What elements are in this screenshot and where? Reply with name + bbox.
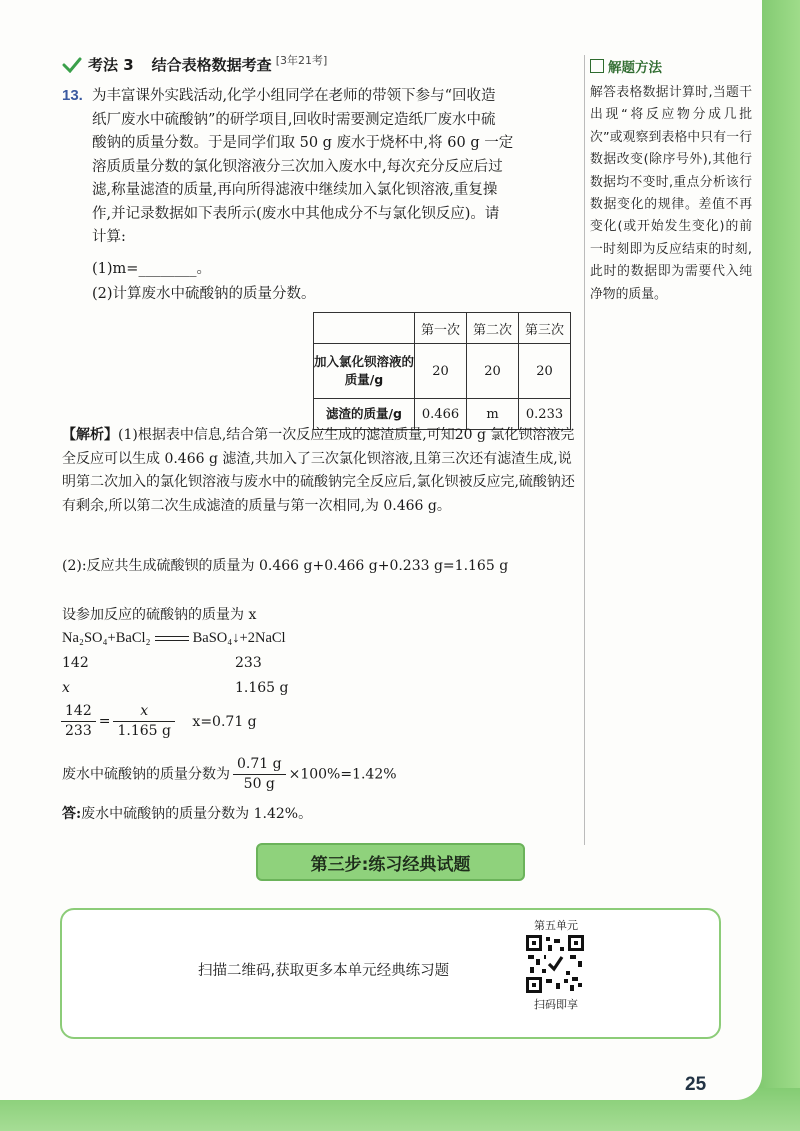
- heading-title: 结合表格数据考查: [151, 56, 272, 74]
- solution-part1: [62, 424, 580, 518]
- table-cell: m: [467, 399, 519, 430]
- set-x-line: 设参加反应的硫酸钠的质量为 x: [62, 607, 257, 623]
- mass-value: 1.165 g: [235, 680, 289, 696]
- answer-line: [62, 803, 312, 823]
- equation-left: Na₂SO₄+BaCl₂: [62, 630, 151, 646]
- answer-tag: 答:: [62, 806, 82, 822]
- question-text: [92, 85, 580, 250]
- qr-box-text: 扫描二维码,获取更多本单元经典练习题: [198, 963, 450, 979]
- variable-x: x: [62, 680, 70, 696]
- answer-text: 废水中硫酸钠的质量分数为 1.42%。: [81, 806, 313, 822]
- sidebar-divider: [584, 55, 585, 845]
- question-part2: (2)计算废水中硫酸钠的质量分数。: [92, 286, 316, 302]
- question-line: 溶质质量分数的氯化钡溶液分三次加入废水中,每次充分反应后过: [92, 158, 503, 175]
- step-banner: 第三步:练习经典试题: [256, 843, 525, 881]
- qr-code-icon[interactable]: [526, 935, 584, 993]
- equation-right: BaSO₄↓+2NaCl: [192, 630, 286, 646]
- question-number: 13.: [62, 87, 83, 104]
- question-line: 作,并记录数据如下表所示(废水中其他成分不与氯化钡反应)。请: [92, 205, 500, 222]
- table-row: [314, 344, 571, 399]
- table-header-row: [314, 313, 571, 344]
- ratio-equation: $\frac{142}{233}$ = $\frac{x}{1.165 g}$ x=0.71 g: [58, 702, 257, 741]
- book-icon: [590, 59, 604, 73]
- table-cell: 20: [467, 344, 519, 399]
- table-cell: 20: [415, 344, 467, 399]
- sidebar-text: 解答表格数据计算时,当题干出现“将反应物分成几批次”或观察到表格中只有一行数据改变(除序号外),其他行数据均不变时,重点分析该行数据变化的规律。差值不再变化(或开始发生变化)的前一时刻即为反应结束的时刻,此时的数据即为需要代入纯净物的质量。: [590, 85, 752, 302]
- ratio-fraction-2: $\frac{x}{1.165 g}$: [113, 702, 175, 741]
- sidebar-tip: [590, 56, 752, 306]
- question-line: 酸钠的质量分数。于是同学们取 50 g 废水于烧杯中,将 60 g 一定: [92, 135, 514, 151]
- table-header: 第二次: [467, 313, 519, 344]
- equals-sign: [155, 636, 189, 641]
- question-line: 为丰富课外实践活动,化学小组同学在老师的带领下参与“回收造: [92, 88, 496, 104]
- mass-fraction: $\frac{0.71 g}{50 g}$: [233, 755, 286, 794]
- table-header: 第三次: [519, 313, 571, 344]
- fraction-line: 废水中硫酸钠的质量分数为 $\frac{0.71 g}{50 g}$ ×100%=1.42%: [62, 756, 397, 792]
- question-line: 滤,称量滤渣的质量,再向所得滤液中继续加入氯化钡溶液,重复操: [92, 182, 498, 198]
- check-icon: [62, 57, 82, 73]
- table-header: 第一次: [415, 313, 467, 344]
- question-part1: (1)m=________。: [92, 261, 211, 277]
- solution-part2: (2):反应共生成硫酸钡的质量为 0.466 g+0.466 g+0.233 g=1.165 g: [62, 558, 509, 574]
- row-label: 滤渣的质量/g: [314, 399, 415, 430]
- table-cell: 0.233: [519, 399, 571, 430]
- row-label: 加入氯化钡溶液的质量/g: [314, 344, 415, 399]
- qr-unit-label: 第五单元: [534, 919, 578, 932]
- section-heading: [62, 54, 327, 75]
- sidebar-title: 解题方法: [590, 56, 752, 76]
- ratio-fraction-1: $\frac{142}{233}$: [61, 702, 96, 741]
- table-cell: 0.466: [415, 399, 467, 430]
- molar-mass-2: 233: [235, 655, 262, 671]
- page-number: 25: [685, 1074, 707, 1095]
- table-cell: 20: [519, 344, 571, 399]
- question-line: 纸厂废水中硫酸钠”的研学项目,回收时需要测定造纸厂废水中硫: [92, 111, 496, 128]
- ratio-result: x=0.71 g: [192, 713, 257, 730]
- solution-tag: 【解析】: [62, 427, 118, 443]
- solution-p1: (1)根据表中信息,结合第一次反应生成的滤渣质量,可知20 g 氯化钡溶液完全反应可以生成 0.466 g 滤渣,共加入了三次氯化钡溶液,且第三次还有滤渣生成,说明第二次加入的氯化钡溶液与废水中的硫酸钠完全反应后,氯化钡被反应完,硫酸钠还有剩余,所以第二次生成滤渣的质量与第一次相同,为 0.466 g。: [62, 427, 575, 514]
- kaofa-label: 考法 3: [88, 56, 134, 74]
- chemical-equation: [62, 630, 286, 647]
- question-line: 计算:: [92, 229, 126, 245]
- qr-caption: 扫码即享: [534, 998, 578, 1011]
- molar-mass-1: 142: [62, 655, 89, 671]
- data-table: [313, 312, 571, 430]
- heading-badge: [3年21考]: [275, 53, 328, 67]
